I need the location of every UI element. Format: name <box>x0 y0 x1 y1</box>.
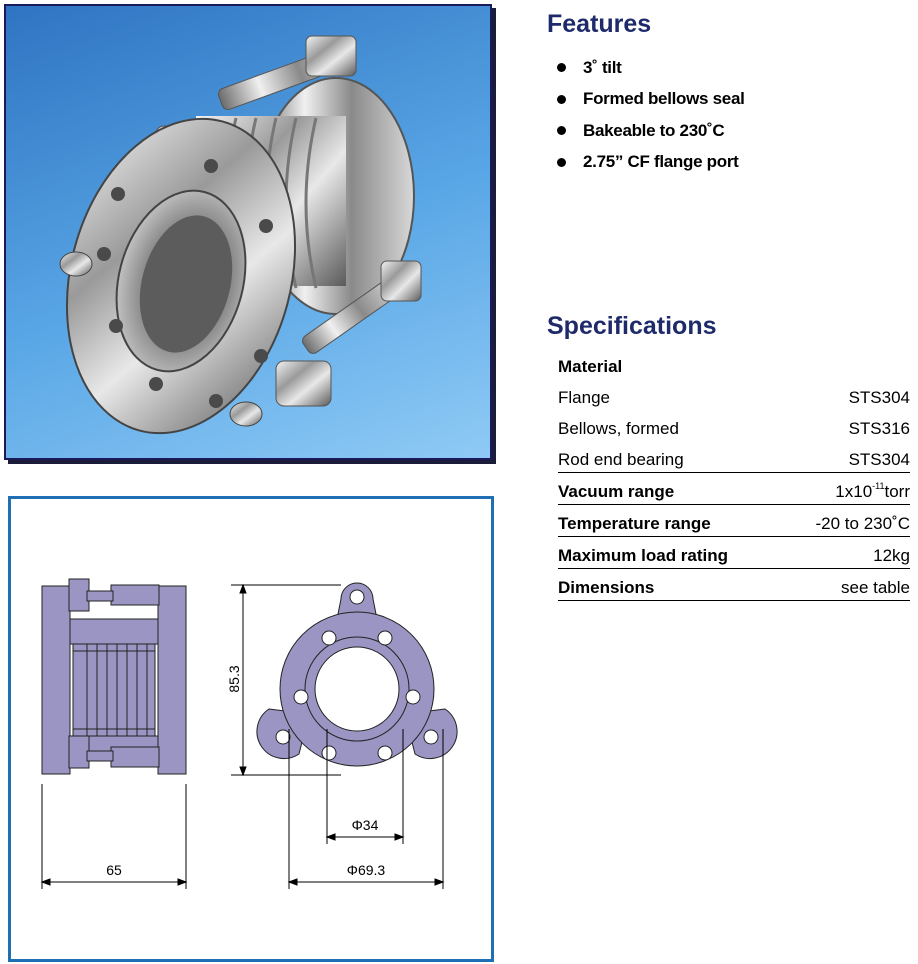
bullet-icon <box>557 63 566 72</box>
features-list <box>557 52 745 178</box>
bullet-icon <box>557 126 566 135</box>
dim-bore-label: Φ34 <box>351 817 379 833</box>
spec-row-vacuum: Vacuum range $1x10^{-11}torr$ <box>558 473 910 505</box>
specifications-table <box>558 351 910 601</box>
specifications-title: Specifications <box>547 312 717 340</box>
feature-item: Formed bellows seal <box>557 84 745 116</box>
features-title: Features <box>547 10 652 38</box>
material-heading: Material <box>558 357 623 376</box>
bullet-icon <box>557 95 566 104</box>
spec-row-dimensions: Dimensions see table <box>558 569 910 601</box>
spec-row-flange: Flange STS304 <box>558 388 910 407</box>
feature-item: 2.75” CF flange port <box>557 147 745 179</box>
side-view-bellows <box>73 644 155 736</box>
dim-height-label: 85.3 <box>226 665 242 693</box>
feature-item: Bakeable to 230˚C <box>557 115 745 147</box>
dimension-drawing <box>11 499 491 959</box>
spec-row-bellows: Bellows, formed STS316 <box>558 419 910 438</box>
dim-flange-label: Φ69.3 <box>346 862 386 878</box>
feature-item: 3˚ tilt <box>557 52 745 84</box>
spec-row-load: Maximum load rating 12kg <box>558 537 910 569</box>
bullet-icon <box>557 158 566 167</box>
product-photo <box>4 4 492 460</box>
side-view-left-flange <box>42 586 70 774</box>
side-view-right-flange <box>158 586 186 774</box>
spec-row-temperature: Temperature range -20 to 230˚C <box>558 505 910 537</box>
bellows-photo-illustration <box>6 6 490 458</box>
spec-row-rod-end: Rod end bearing STS304 <box>558 441 910 473</box>
dim-width-label: 65 <box>106 862 122 878</box>
technical-drawing <box>8 496 494 962</box>
